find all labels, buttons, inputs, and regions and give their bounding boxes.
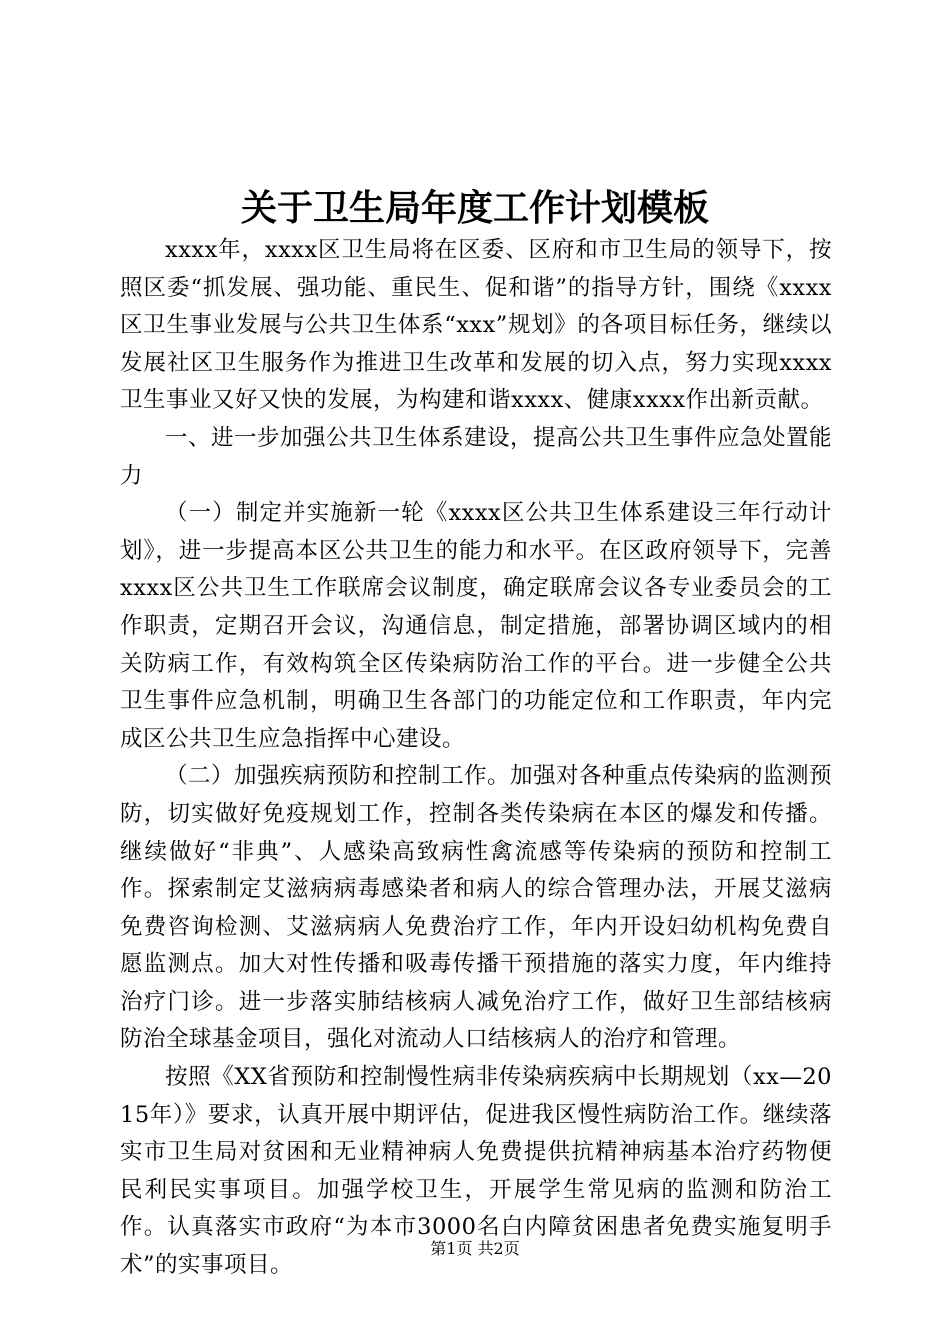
document-title: 关于卫生局年度工作计划模板: [240, 187, 709, 229]
page-footer: 第1页 共2页: [430, 1239, 520, 1258]
paragraph-intro: xxxx年，xxxx区卫生局将在区委、区府和市卫生局的领导下，按照区委“抓发展、强功能、重民生、促和谐”的指导方针，围绕《xxxx区卫生事业发展与公共卫生体系“xxx”规划》的各项目标任务，继续以发展社区卫生服务作为推进卫生改革和发展的切入点，努力实现xxxx卫生事业又好又快的发展，为构建和谐xxxx、健康xxxx作出新贡献。: [120, 237, 832, 414]
document-body: [120, 232, 832, 1285]
paragraph-item-one: （一）制定并实施新一轮《xxxx区公共卫生体系建设三年行动计划》，进一步提高本区公共卫生的能力和水平。在区政府领导下，完善xxxx区公共卫生工作联席会议制度，确定联席会议各专业委员会的工作职责，定期召开会议，沟通信息，制定措施，部署协调区域内的相关防病工作，有效构筑全区传染病防治工作的平台。进一步健全公共卫生事件应急机制，明确卫生各部门的功能定位和工作职责，年内完成区公共卫生应急指挥中心建设。: [120, 500, 832, 752]
paragraph-section-heading: 一、进一步加强公共卫生体系建设，提高公共卫生事件应急处置能力: [120, 424, 833, 489]
paragraph-item-two: （二）加强疾病预防和控制工作。加强对各种重点传染病的监测预防，切实做好免疫规划工作，控制各类传染病在本区的爆发和传播。继续做好“非典”、人感染高致病性禽流感等传染病的预防和控制工作。探索制定艾滋病病毒感染者和病人的综合管理办法，开展艾滋病免费咨询检测、艾滋病病人免费治疗工作，年内开设妇幼机构免费自愿监测点。加大对性传播和吸毒传播干预措施的落实力度，年内维持治疗门诊。进一步落实肺结核病人减免治疗工作，做好卫生部结核病防治全球基金项目，强化对流动人口结核病人的治疗和管理。: [120, 763, 833, 1053]
paragraph-chronic-disease: 按照《XX省预防和控制慢性病非传染病疾病中长期规划（xx—2015年）》要求，认真开展中期评估，促进我区慢性病防治工作。继续落实市卫生局对贫困和无业精神病人免费提供抗精神病基本治疗药物便民利民实事项目。加强学校卫生，开展学生常见病的监测和防治工作。认真落实市政府“为本市3000名白内障贫困患者免费实施复明手术”的实事项目。: [120, 1064, 832, 1279]
